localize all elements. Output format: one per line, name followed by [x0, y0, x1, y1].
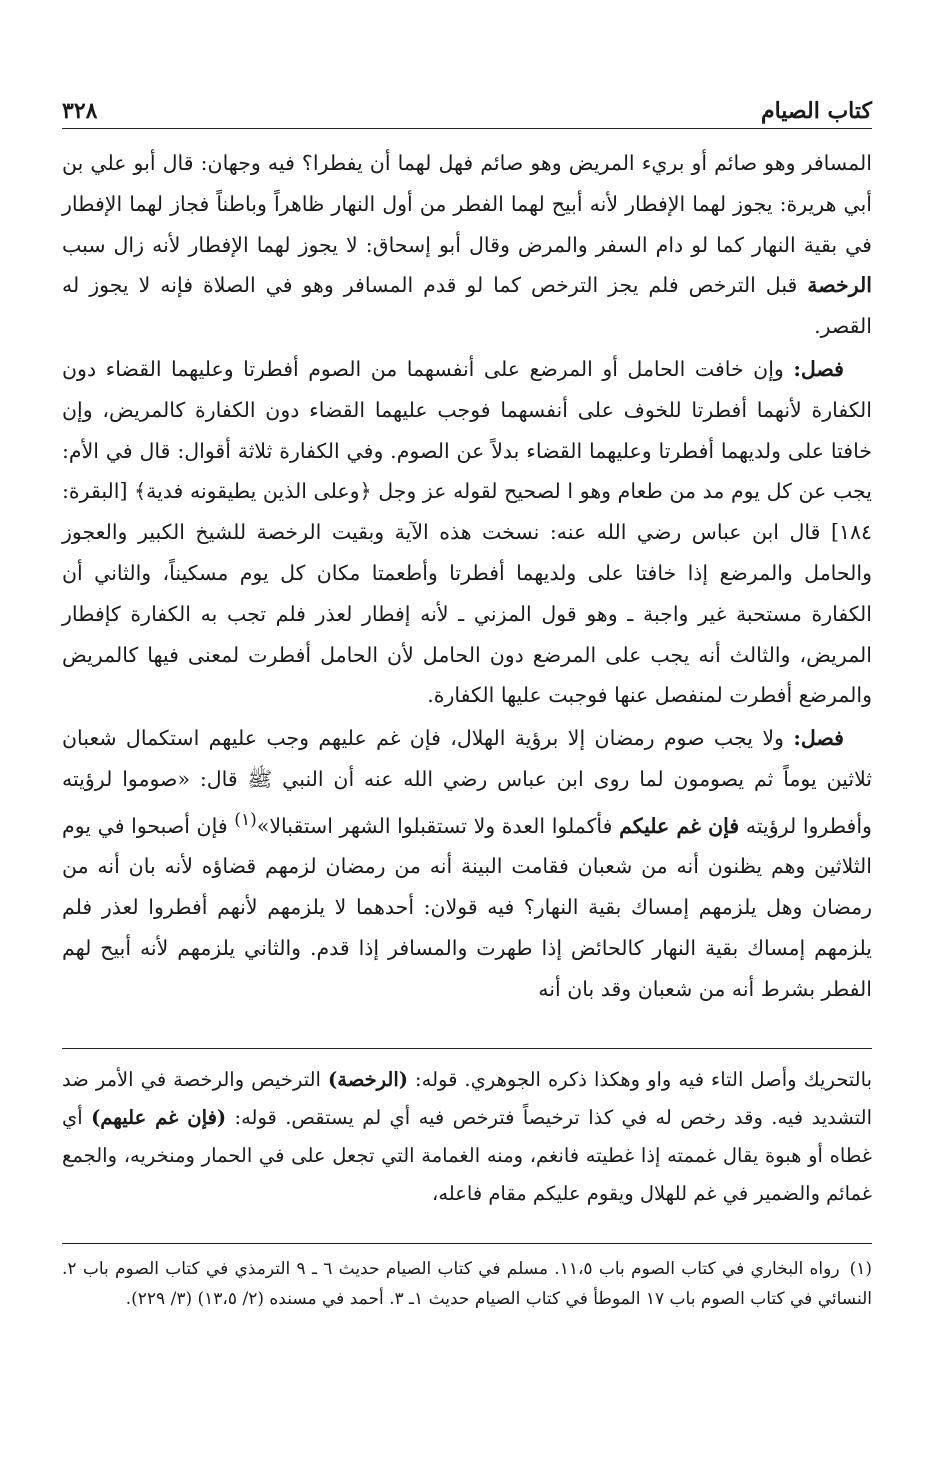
gloss-term-rukhsa: (الرخصة) [328, 1068, 409, 1091]
p1-line-4-pre: لهما الإفطار لأنه زال سبب [62, 232, 291, 257]
book-page [62, 88, 872, 1314]
footnote-ref: (١) [234, 809, 257, 830]
gloss-part-a: بالتحريك وأصل التاء فيه واو وهكذا ذكره الجوهري. قوله: [415, 1068, 872, 1091]
p1-line-3: فجاز لهما الإفطار في بقية النهار كما لو دام السفر والمرض وقال أبو إسحاق: لا يجوز [62, 191, 872, 257]
chapter-title: كتاب الصيام [760, 98, 872, 124]
p3-text-b: فأكملوا العدة ولا تستقبلوا الشهر استقبالا» [256, 813, 613, 838]
gloss-part-e: أي غطاه أو هبوة يقال غممته إذا غطيته فانغم، ومنه الغمامة التي تجعل على في الحمار ومنخريه، والجمع غمائم والضمير في غم للهلال ويقوم عليكم مقام فاعله، [62, 1106, 872, 1205]
p3-text-c: فإن أصبحوا في يوم الثلاثين وهم يظنون أنه من شعبان فقامت البينة أنه من رمضان لزمهم قضاؤه لأنه بان أنه من رمضان وهل يلزمهم إمساك بقية النهار؟ فيه قولان: أحدهما لا يلزمهم لأنهم أفطروا لعذر فلم يلزمهم إمساك بقية النهار كالحائض إذا طهرت والمسافر إذا قدم. والثاني يلزمهم لأنه أبيح لهم الفطر بشرط أنه من شعبان وقد بان أنه [62, 813, 872, 1001]
section-lead-fasl: فصل: [793, 356, 844, 381]
paragraph-2 [62, 349, 872, 716]
running-header [62, 88, 872, 124]
term-rukhsa: الرخصة [807, 273, 872, 298]
section-lead-fasl-2: فصل: [793, 726, 844, 751]
gloss-text [62, 1061, 872, 1213]
p2-text: وإن خافت الحامل أو المرضع على أنفسهما من الصوم أفطرتا وعليهما القضاء دون الكفارة لأنهما أفطرتا للخوف على أنفسهما فوجب عليهما القضاء دون الكفارة كالمريض، وإن خافتا على ولديهما أفطرتا وعليهما القضاء بدلاً عن الصوم. وفي الكفارة ثلاثة أقوال: قال في الأم: يجب عن كل يوم مد من طعام وهو ا لصحيح لقوله عز وجل ﴿وعلى الذين يطيقونه فدية﴾ [البقرة: ١٨٤] قال ابن عباس رضي الله عنه: نسخت هذه الآية وبقيت الرخصة للشيخ الكبير والعجوز والحامل والمرضع إذا خافتا على ولديهما أفطرتا وأطعمتا مكان كل يوم مسكيناً، والثاني أن الكفارة مستحبة غير واجبة ـ وهو قول المزني ـ لأنه إفطار لعذر فلم تجب به الكفارة كإفطار المريض، والثالث أنه يجب على المرضع دون الحامل لأن الحامل أفطرت لمعنى فيها كالمريض والمرضع أفطرت لمنفصل عنها فوجبت عليها الكفارة. [62, 356, 873, 708]
header-rule [62, 128, 872, 129]
paragraph-1 [62, 143, 872, 347]
footnote-marker: (١) [849, 1259, 872, 1279]
gloss-part-c: الترخيص والرخصة في الأمر ضد التشديد فيه. وقد رخص له في كذا ترخيصاً فترخص فيه أي لم يستقص. قوله: [62, 1068, 873, 1129]
main-text [62, 143, 872, 1048]
page-number: ٣٢٨ [62, 98, 98, 124]
footnote-rule [62, 1243, 872, 1244]
paragraph-3 [62, 718, 872, 1009]
p1-line-4-post: قبل الترخص فلم يجز الترخص كما لو قدم المسافر [343, 273, 798, 298]
gloss-term-ghumma: (فإن غم عليهم) [91, 1106, 227, 1129]
gloss-separator [62, 1048, 872, 1049]
p1-line-1: المسافر وهو صائم أو بريء المريض وهو صائم فهل لهما أن يفطرا؟ فيه وجهان: قال أبو [133, 151, 872, 175]
hadith-emphasis: فإن غم عليكم [619, 813, 740, 838]
gloss-section [62, 1061, 872, 1233]
footnote-text: رواه البخاري في كتاب الصوم باب ١١،٥. مسلم في كتاب الصيام حديث ٦ ـ ٩ الترمذي في كتاب الصوم باب ٢. النسائي في كتاب الصوم باب ١٧ الموطأ في كتاب الصيام حديث ١ـ ٣. أحمد في مسنده (٢/ ١٣،٥) (٣/ ٢٢٩). [62, 1259, 872, 1309]
p1-line-2: علي بن أبي هريرة: يجوز لهما الإفطار لأنه أبيح لهما الفطر من أول النهار ظاهراً وباطناً [62, 151, 872, 216]
footnote-1 [62, 1254, 872, 1314]
p1-line-5: وهو في الصلاة فإنه لا يجوز له القصر. [62, 273, 872, 339]
p3-text-a: ولا يجب صوم رمضان إلا برؤية الهلال، فإن غم عليهم وجب عليهم استكمال شعبان ثلاثين يوماً ثم يصومون لما روى ابن عباس رضي الله عنه أن النبي ﷺ قال: «صوموا لرؤيته وأفطروا لرؤيته [62, 726, 872, 838]
